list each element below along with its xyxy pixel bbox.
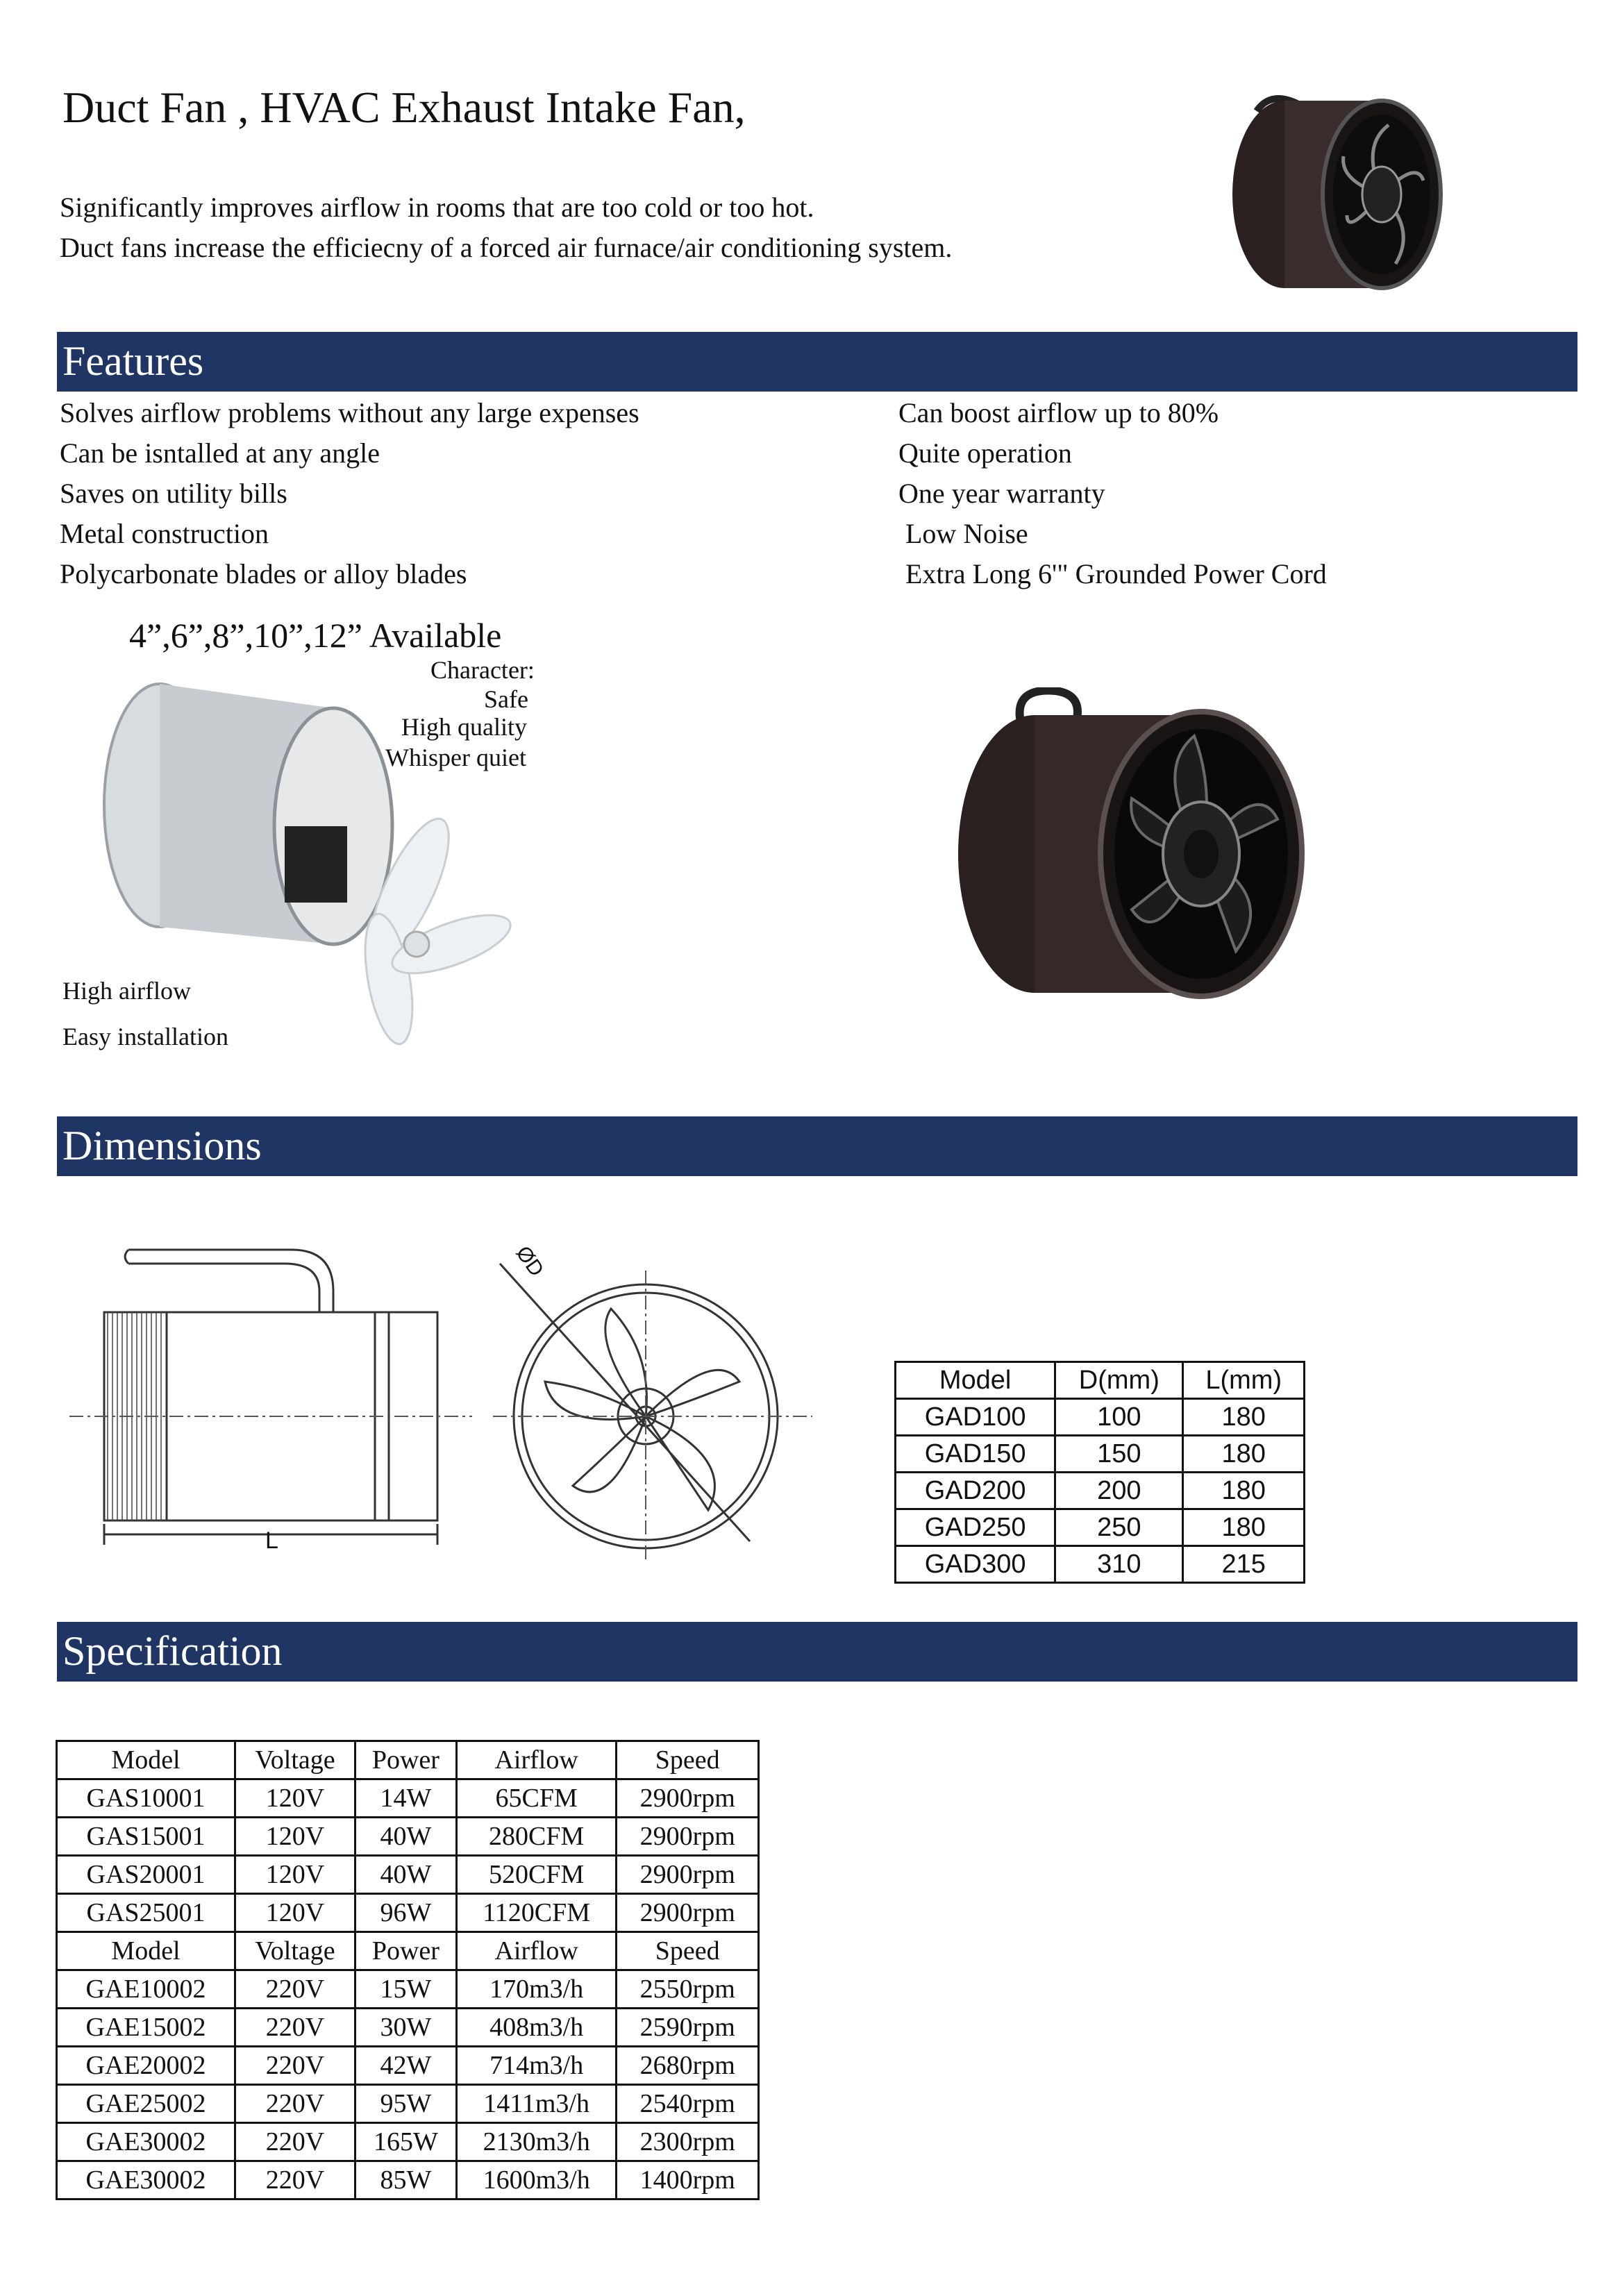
dimensions-title: Dimensions <box>62 1123 262 1168</box>
feature-item: Saves on utility bills <box>60 478 287 509</box>
cell: 220V <box>235 2085 355 2123</box>
cell: 14W <box>355 1779 456 1818</box>
cell: 2900rpm <box>617 1856 759 1894</box>
cell: 250 <box>1055 1509 1183 1546</box>
cell: 310 <box>1055 1546 1183 1583</box>
cell: 150 <box>1055 1436 1183 1473</box>
table-row <box>57 2123 759 2161</box>
feature-item: Can boost airflow up to 80% <box>898 397 1219 428</box>
cell: 180 <box>1183 1399 1305 1436</box>
cell: 180 <box>1183 1473 1305 1509</box>
cell: 100 <box>1055 1399 1183 1436</box>
cell: 2590rpm <box>617 2009 759 2047</box>
cell: 180 <box>1183 1509 1305 1546</box>
specification-title: Specification <box>62 1628 283 1674</box>
cell: 1411m3/h <box>456 2085 616 2123</box>
feature-item: One year warranty <box>898 478 1105 509</box>
specification-table <box>56 1740 760 2200</box>
cell: GAE15002 <box>57 2009 235 2047</box>
cell: 15W <box>355 1970 456 2009</box>
cell: 2900rpm <box>617 1818 759 1856</box>
intro-text <box>60 187 952 268</box>
front-view-drawing <box>493 1236 819 1576</box>
header-cell: Voltage <box>235 1932 355 1970</box>
header-cell: Airflow <box>456 1741 616 1779</box>
table-row <box>57 1856 759 1894</box>
table-row <box>896 1509 1305 1546</box>
intro-line: Significantly improves airflow in rooms that are too cold or too hot. <box>60 192 814 223</box>
character-label: Character: <box>430 656 535 684</box>
table-row <box>57 2009 759 2047</box>
table-row <box>57 1779 759 1818</box>
cell: 96W <box>355 1894 456 1932</box>
cell: GAE30002 <box>57 2161 235 2199</box>
intro-line: Duct fans increase the efficiecny of a forced air furnace/air conditioning system. <box>60 232 953 263</box>
table-row <box>896 1399 1305 1436</box>
cell: 220V <box>235 2161 355 2199</box>
cell: 30W <box>355 2009 456 2047</box>
cell: 2550rpm <box>617 1970 759 2009</box>
table-row <box>57 1970 759 2009</box>
cell: 1400rpm <box>617 2161 759 2199</box>
cell: 280CFM <box>456 1818 616 1856</box>
cell: GAE10002 <box>57 1970 235 2009</box>
table-header-row <box>57 1741 759 1779</box>
cell: 40W <box>355 1856 456 1894</box>
feature-item: Metal construction <box>60 518 269 549</box>
cell: 714m3/h <box>456 2047 616 2085</box>
table-row <box>57 1894 759 1932</box>
cell: GAD200 <box>896 1473 1055 1509</box>
header-cell: Airflow <box>456 1932 616 1970</box>
header-cell: Speed <box>617 1932 759 1970</box>
product-image-dark-fan <box>930 687 1361 1007</box>
cell: 95W <box>355 2085 456 2123</box>
sizes-label: 4”,6”,8”,10”,12” Available <box>129 616 502 655</box>
cell: 2300rpm <box>617 2123 759 2161</box>
table-row <box>896 1436 1305 1473</box>
cell: GAE25002 <box>57 2085 235 2123</box>
cell: GAD300 <box>896 1546 1055 1583</box>
header-cell: D(mm) <box>1055 1362 1183 1399</box>
whisper-quiet-label: Whisper quiet <box>385 744 526 771</box>
feature-item: Extra Long 6'" Grounded Power Cord <box>898 558 1327 589</box>
cell: 2540rpm <box>617 2085 759 2123</box>
header-cell: Model <box>896 1362 1055 1399</box>
header-cell: Power <box>355 1741 456 1779</box>
feature-item: Quite operation <box>898 437 1072 469</box>
cell: 40W <box>355 1818 456 1856</box>
cell: 120V <box>235 1818 355 1856</box>
cell: 2680rpm <box>617 2047 759 2085</box>
cell: 180 <box>1183 1436 1305 1473</box>
features-right-list <box>898 393 1327 594</box>
specification-header <box>57 1622 1577 1682</box>
high-airflow-label: High airflow <box>62 977 191 1005</box>
dimensions-table <box>894 1361 1305 1584</box>
cell: 220V <box>235 1970 355 2009</box>
cell: GAS10001 <box>57 1779 235 1818</box>
feature-item: Polycarbonate blades or alloy blades <box>60 558 467 589</box>
easy-installation-label: Easy installation <box>62 1023 228 1050</box>
header-cell: L(mm) <box>1183 1362 1305 1399</box>
feature-item: Solves airflow problems without any large expenses <box>60 397 639 428</box>
cell: 2130m3/h <box>456 2123 616 2161</box>
cell: GAD250 <box>896 1509 1055 1546</box>
high-quality-label: High quality <box>401 713 527 741</box>
diameter-label: ØD <box>511 1241 549 1281</box>
cell: GAS15001 <box>57 1818 235 1856</box>
cell: GAD150 <box>896 1436 1055 1473</box>
cell: 2900rpm <box>617 1779 759 1818</box>
cell: 120V <box>235 1856 355 1894</box>
page-title: Duct Fan , HVAC Exhaust Intake Fan, <box>62 83 746 132</box>
table-row <box>57 2047 759 2085</box>
cell: 165W <box>355 2123 456 2161</box>
dimensions-header <box>57 1116 1577 1176</box>
features-header <box>57 332 1577 392</box>
feature-item: Can be isntalled at any angle <box>60 437 380 469</box>
header-cell: Speed <box>617 1741 759 1779</box>
table-row <box>896 1546 1305 1583</box>
cell: 220V <box>235 2047 355 2085</box>
side-view-drawing <box>62 1236 479 1576</box>
cell: 220V <box>235 2009 355 2047</box>
safe-label: Safe <box>484 685 528 713</box>
header-cell: Model <box>57 1741 235 1779</box>
product-image-top <box>1208 90 1472 305</box>
cell: 2900rpm <box>617 1894 759 1932</box>
cell: 1120CFM <box>456 1894 616 1932</box>
cell: 85W <box>355 2161 456 2199</box>
table-row <box>896 1473 1305 1509</box>
cell: 42W <box>355 2047 456 2085</box>
cell: 120V <box>235 1894 355 1932</box>
table-row <box>57 2085 759 2123</box>
table-row <box>57 1818 759 1856</box>
feature-item: Low Noise <box>898 518 1028 549</box>
cell: 120V <box>235 1779 355 1818</box>
length-label: L <box>265 1527 278 1554</box>
header-cell: Power <box>355 1932 456 1970</box>
cell: GAE20002 <box>57 2047 235 2085</box>
cell: GAS20001 <box>57 1856 235 1894</box>
table-header-row <box>57 1932 759 1970</box>
cell: 200 <box>1055 1473 1183 1509</box>
features-left-list <box>60 393 639 594</box>
cell: GAE30002 <box>57 2123 235 2161</box>
cell: GAD100 <box>896 1399 1055 1436</box>
cell: GAS25001 <box>57 1894 235 1932</box>
header-cell: Model <box>57 1932 235 1970</box>
cell: 408m3/h <box>456 2009 616 2047</box>
header-cell: Voltage <box>235 1741 355 1779</box>
cell: 220V <box>235 2123 355 2161</box>
table-row <box>57 2161 759 2199</box>
features-title: Features <box>62 338 204 384</box>
cell: 65CFM <box>456 1779 616 1818</box>
cell: 520CFM <box>456 1856 616 1894</box>
table-header-row <box>896 1362 1305 1399</box>
cell: 1600m3/h <box>456 2161 616 2199</box>
cell: 170m3/h <box>456 1970 616 2009</box>
cell: 215 <box>1183 1546 1305 1583</box>
